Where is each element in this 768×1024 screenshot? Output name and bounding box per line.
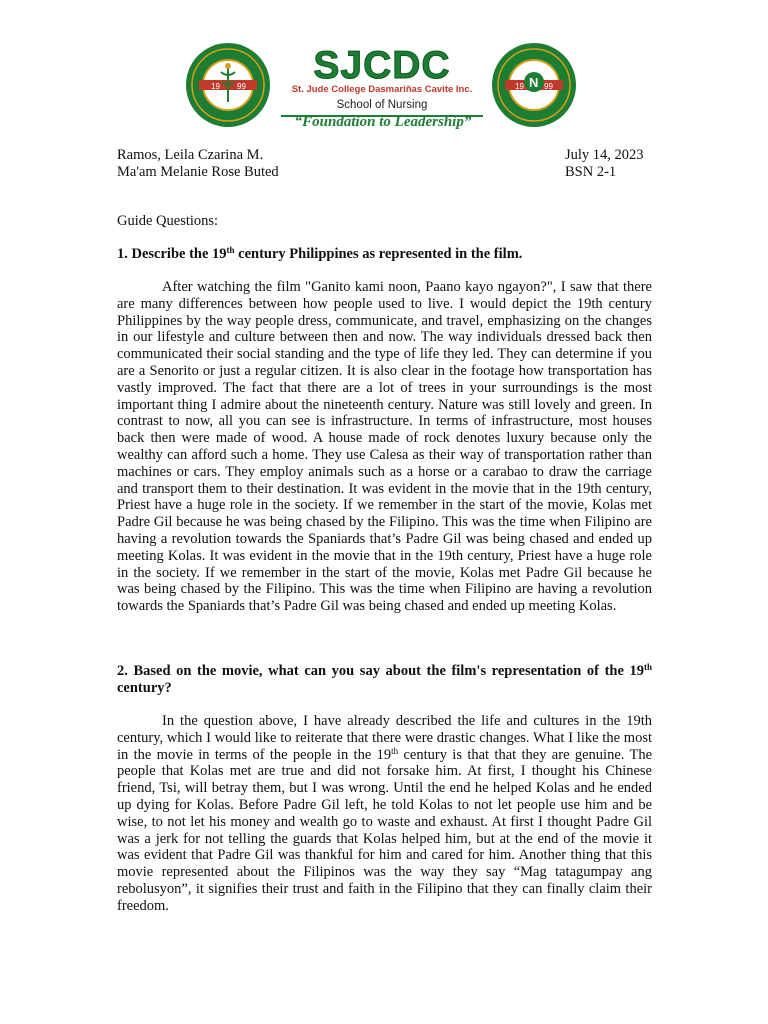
svg-text:99: 99 <box>237 82 246 91</box>
question-2: 2. Based on the movie, what can you say about the film's representation of the 19th century? <box>117 662 652 696</box>
submission-date: July 14, 2023 <box>565 147 644 163</box>
question-1: 1. Describe the 19th century Philippines as represented in the film. <box>117 245 523 262</box>
college-seal-left <box>185 42 271 128</box>
guide-questions-label: Guide Questions: <box>117 213 219 229</box>
answer-1: After watching the film "Ganito kami noon, Paano kayo ngayon?", I saw that there are many differences between how people used to live. I would depict the 19th century Philippines by the way people dress, communicate, and travel, emphasizing on the changes in our lifestyle and culture between then and now. The way individuals dressed back then communicated their social standing and the type of life they led. They can determine if you are a Senorito or just a regular citizen. It is also clear in the footage how transportation has vastly improved. The fact that there are a lot of trees in your surroundings is the most important thing I admire about the nineteenth century. Nature was still lovely and green. In contrast to now, all you can see is infrastructure. In terms of infrastructure, most houses back then were made of wood. A house made of rock denotes luxury because only the wealthy can afford such a home. They use Calesa as their way of transportation rather than machines or cars. They employ animals such as a horse or a carabao to draw the carriage and transport them to their destination. It was evident in the movie that in the 19th century, Priest have a huge role in the society. If we remember in the start of the movie, Kolas met Padre Gil because he was being chased by the Filipino. This was the time when Filipino are having a revolution towards the Spaniards that’s Padre Gil was being chased and ended up meeting Kolas. It was evident in the movie that in the 19th century, Priest have a huge role in the society. If we remember in the start of the movie, Kolas met Padre Gil because he was being chased by the Filipino. This was the time when Filipino are having a revolution towards the Spaniards that’s Padre Gil was being chased and ended up meeting Kolas. <box>117 279 652 615</box>
school-name: School of Nursing <box>336 99 428 111</box>
college-brand <box>277 46 487 117</box>
answer-2: In the question above, I have already described the life and cultures in the 19th century, which I would like to reiterate that there were drastic changes. What I like the most in the movie in terms of the people in the 19th century is that that they are genuine. The people that Kolas met are true and did not forsake him. At first, I thought his Chinese friend, Tsi, will betray them, but I was wrong. Until the end he helped Kolas and he ended up dying for Kolas. Before Padre Gil left, he told Kolas to not let people use him and be wise, to not let his money and wealth go to waste and exhaust. At first I thought Padre Gil was a jerk for not telling the guards that Kolas helped him, but at the end of the movie it was evident that Padre Gil was thankful for him and cared for him. Another thing that this movie represented about the Filipinos was the way they say “Mag tatagumpay ang rebolusyon”, it signifies their trust and faith in the Filipino that they can finally claim their freedom. <box>117 713 653 914</box>
svg-text:N: N <box>529 75 539 90</box>
svg-text:19: 19 <box>211 82 220 91</box>
college-logo-text: SJCDC <box>313 44 451 87</box>
student-name: Ramos, Leila Czarina M. <box>117 147 264 163</box>
letterhead <box>185 40 577 140</box>
instructor-name: Ma'am Melanie Rose Buted <box>117 164 279 180</box>
svg-text:99: 99 <box>544 82 553 91</box>
college-seal-right <box>491 42 577 128</box>
svg-text:19: 19 <box>515 82 524 91</box>
tagline: “Foundation to Leadership” <box>294 114 472 130</box>
section: BSN 2-1 <box>565 164 617 180</box>
college-name: St. Jude College Dasmariñas Cavite Inc. <box>291 84 473 95</box>
